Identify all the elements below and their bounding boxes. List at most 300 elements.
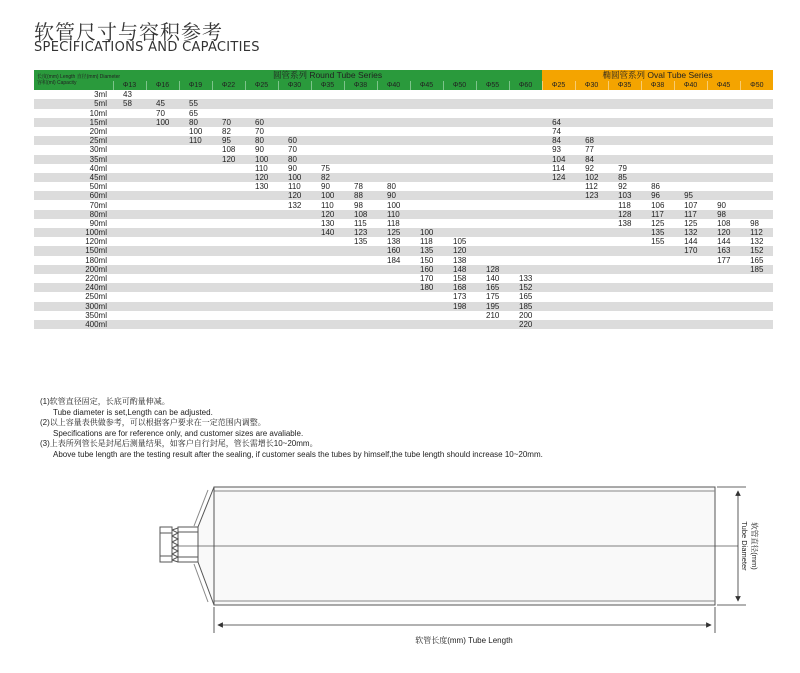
round-length-cell [179,302,212,311]
round-length-cell [377,145,410,154]
round-length-cell [311,155,344,164]
oval-length-cell: 84 [542,136,575,145]
round-length-cell [212,173,245,182]
round-length-cell [509,118,542,127]
capacity-cell: 50ml [89,182,107,192]
tube-diameter-label-en: Tube Diameter [740,521,749,571]
round-length-cell [311,246,344,255]
oval-length-cell: 98 [750,218,759,228]
round-length-cell: 150 [420,255,434,265]
capacity-cell: 15ml [34,118,113,127]
round-length-cell [476,237,509,246]
round-length-cell: 100 [387,200,401,210]
table-row [34,237,773,246]
round-length-cell: 120 [212,155,245,164]
oval-length-cell: 152 [740,246,773,255]
round-length-cell [311,90,344,99]
round-length-cell [113,145,146,154]
oval-length-cell [641,246,674,255]
oval-length-cell: 85 [608,173,641,182]
oval-length-cell [674,320,707,329]
oval-length-cell [542,109,575,118]
round-length-cell: 148 [443,265,476,274]
round-length-cell [113,246,146,255]
oval-length-cell [740,118,773,127]
round-length-cell [344,265,377,274]
round-length-cell [146,274,179,283]
round-length-cell [245,200,278,209]
oval-length-cell: 106 [651,200,665,210]
round-length-cell [245,109,278,118]
round-length-cell [509,90,542,99]
capacity-cell: 400ml [34,320,113,329]
round-length-cell [311,274,344,283]
round-length-cell [146,219,179,228]
round-length-cell [278,320,311,329]
round-length-cell: 82 [311,173,344,182]
oval-length-cell [707,292,740,301]
oval-length-cell: 92 [618,182,627,192]
round-length-cell [113,237,146,246]
round-length-cell: 128 [476,265,509,274]
round-length-cell [344,246,377,255]
oval-length-cell [608,109,641,118]
round-length-cell [245,302,278,311]
oval-length-cell [575,283,608,292]
tube-diameter-label-zh: 软管直径(mm) [750,522,759,570]
round-length-cell: 110 [288,182,301,192]
round-length-cell [344,311,377,320]
round-length-cell [311,99,344,108]
round-length-cell: 88 [344,191,377,200]
round-length-cell: 120 [311,210,344,219]
oval-length-cell [542,274,575,283]
round-length-cell [278,237,311,246]
round-length-cell [410,191,443,200]
round-length-cell: 158 [453,274,467,284]
oval-length-cell [674,292,707,301]
round-length-cell [344,302,377,311]
oval-length-cell [740,191,773,200]
round-length-cell [212,210,245,219]
round-length-cell [344,136,377,145]
table-row [34,219,773,228]
round-length-cell [443,210,476,219]
oval-length-cell [608,136,641,145]
round-length-cell [443,164,476,173]
round-length-cell: 200 [519,310,533,320]
oval-length-cell [641,320,674,329]
round-length-cell [212,99,245,108]
oval-length-cell [641,256,674,265]
oval-length-cell [575,256,608,265]
round-length-cell [146,265,179,274]
round-length-cell [311,118,344,127]
oval-length-cell [608,311,641,320]
oval-length-cell [707,182,740,191]
oval-length-cell: 170 [674,246,707,255]
round-length-cell: 80 [179,118,212,127]
round-length-cell [212,109,245,118]
oval-length-cell [575,265,608,274]
round-length-cell [113,274,146,283]
round-length-cell [212,182,245,191]
oval-length-cell [641,302,674,311]
round-length-cell [278,109,311,118]
oval-length-cell [641,283,674,292]
oval-length-cell [641,127,674,136]
capacity-cell: 60ml [34,191,113,200]
oval-length-cell [674,109,707,118]
round-length-cell [509,173,542,182]
round-length-cell [245,256,278,265]
length-dimension [214,607,715,633]
table-row [34,99,773,108]
round-length-cell [179,274,212,283]
round-length-cell [212,292,245,301]
oval-length-cell [707,145,740,154]
oval-diameter-header: Φ50 [740,81,773,90]
round-length-cell [476,145,509,154]
round-length-cell [410,292,443,301]
round-length-cell [179,320,212,329]
oval-length-cell [707,283,740,292]
oval-length-cell [542,182,575,191]
oval-length-cell [674,256,707,265]
round-length-cell [179,191,212,200]
oval-length-cell: 114 [552,163,565,173]
round-length-cell: 98 [354,200,363,210]
round-length-cell: 100 [189,127,203,137]
round-length-cell [146,173,179,182]
round-diameter-header: Φ60 [509,81,542,90]
round-length-cell [476,210,509,219]
round-length-cell [410,320,443,329]
oval-length-cell [575,274,608,283]
oval-length-cell [542,228,575,237]
round-length-cell: 100 [311,191,344,200]
round-length-cell [311,127,344,136]
oval-length-cell: 144 [684,237,698,247]
round-length-cell [509,127,542,136]
round-length-cell [212,164,245,173]
round-length-cell: 138 [453,255,467,265]
round-length-cell [443,311,476,320]
table-row [34,127,773,136]
round-length-cell [311,283,344,292]
oval-diameter-header: Φ25 [542,81,575,90]
round-length-cell [245,265,278,274]
round-length-cell [278,311,311,320]
round-length-cell: 198 [443,302,476,311]
round-length-cell: 110 [255,163,268,173]
round-length-cell: 118 [420,237,433,247]
round-length-cell: 95 [212,136,245,145]
oval-length-cell [674,90,707,99]
round-length-cell [410,127,443,136]
round-length-cell [245,274,278,283]
round-length-cell [443,136,476,145]
oval-length-cell [641,155,674,164]
oval-length-cell [740,274,773,283]
round-length-cell [377,173,410,182]
round-length-cell [212,90,245,99]
round-length-cell [113,292,146,301]
oval-length-cell [707,302,740,311]
round-length-cell [179,246,212,255]
oval-length-cell [707,320,740,329]
round-length-cell: 210 [486,310,500,320]
round-length-cell [146,302,179,311]
round-length-cell [410,118,443,127]
round-length-cell [509,228,542,237]
table-row [34,136,773,145]
oval-length-cell [575,228,608,237]
round-length-cell: 55 [179,99,212,108]
notes [40,397,543,461]
oval-length-cell [674,155,707,164]
oval-length-cell [542,320,575,329]
round-length-cell [113,283,146,292]
oval-length-cell: 74 [552,127,561,137]
capacity-cell: 3ml [94,90,107,100]
capacity-cell: 35ml [34,155,113,164]
round-length-cell [509,191,542,200]
round-length-cell [179,219,212,228]
oval-length-cell: 93 [552,145,561,155]
round-length-cell [509,182,542,191]
round-length-cell: 70 [288,145,297,155]
round-length-cell [509,155,542,164]
table-row [34,155,773,164]
round-length-cell [509,219,542,228]
oval-length-cell [740,90,773,99]
round-length-cell: 118 [387,218,400,228]
round-length-cell [476,109,509,118]
round-length-cell: 160 [377,246,410,255]
oval-length-cell [542,283,575,292]
round-length-cell [509,200,542,209]
oval-length-cell: 108 [717,218,731,228]
round-length-cell [245,237,278,246]
round-length-cell: 132 [288,200,302,210]
capacity-cell: 25ml [34,136,113,145]
round-length-cell [179,237,212,246]
round-length-cell [443,320,476,329]
oval-length-cell [575,311,608,320]
table-row [34,274,773,283]
table-row [34,145,773,154]
round-length-cell [113,302,146,311]
oval-length-cell [608,265,641,274]
page-title: 软管尺寸与容积参考 [34,20,223,44]
round-length-cell: 135 [354,237,368,247]
round-length-cell: 220 [509,320,542,329]
round-length-cell [476,99,509,108]
round-length-cell [245,246,278,255]
oval-length-cell [707,118,740,127]
oval-length-cell: 112 [740,228,773,237]
round-length-cell [179,283,212,292]
round-length-cell [212,302,245,311]
oval-length-cell [542,219,575,228]
round-length-cell [410,109,443,118]
round-length-cell [476,256,509,265]
oval-length-cell [740,145,773,154]
round-length-cell [377,292,410,301]
round-length-cell [410,164,443,173]
round-length-cell [377,136,410,145]
table-row [34,210,773,219]
round-length-cell [476,118,509,127]
round-length-cell: 135 [410,246,443,255]
round-length-cell [443,90,476,99]
round-length-cell: 123 [344,228,377,237]
oval-length-cell: 124 [542,173,575,182]
note-3-zh: (3)上表所列管长是封尾后测量结果，如客户自行封尾，管长需增长10~20mm。 [40,439,318,449]
round-length-cell [509,136,542,145]
round-length-cell [311,265,344,274]
oval-length-cell [608,283,641,292]
oval-length-cell [575,200,608,209]
round-length-cell [113,219,146,228]
oval-length-cell [608,256,641,265]
round-length-cell [443,109,476,118]
oval-length-cell: 128 [608,210,641,219]
capacity-cell: 350ml [85,310,107,320]
round-length-cell [278,256,311,265]
round-length-cell [311,136,344,145]
round-length-cell: 108 [222,145,236,155]
oval-length-cell [608,302,641,311]
oval-length-cell: 117 [641,210,674,219]
round-length-cell: 100 [146,118,179,127]
round-length-cell: 60 [245,118,278,127]
round-length-cell: 140 [311,228,344,237]
round-length-cell [410,311,443,320]
round-length-cell [377,311,410,320]
round-length-cell [377,155,410,164]
round-length-cell [212,320,245,329]
table-row [34,311,773,320]
round-length-cell: 60 [278,136,311,145]
round-length-cell: 160 [410,265,443,274]
capacity-cell: 40ml [89,163,107,173]
oval-length-cell [575,210,608,219]
round-length-cell [146,210,179,219]
capacity-cell: 200ml [34,265,113,274]
round-length-cell [179,173,212,182]
round-length-cell [344,274,377,283]
round-length-cell [443,173,476,182]
round-length-cell [509,256,542,265]
table-row [34,246,773,255]
oval-series-header: 椭圆管系列 Oval Tube Series [542,70,773,81]
round-length-cell [212,311,245,320]
oval-length-cell: 95 [674,191,707,200]
corner-length-label: 长度(mm) Length [37,74,76,81]
oval-length-cell: 86 [651,182,660,192]
corner-diameter-label: 直径(mm) Diameter [76,74,121,81]
capacity-cell: 180ml [85,255,107,265]
round-length-cell [278,274,311,283]
capacity-cell: 80ml [34,210,113,219]
round-length-cell [344,164,377,173]
oval-length-cell: 120 [707,228,740,237]
round-length-cell [344,109,377,118]
round-length-cell [179,145,212,154]
round-length-cell [113,210,146,219]
round-length-cell [410,99,443,108]
round-length-cell [245,210,278,219]
round-length-cell: 82 [222,127,231,137]
specifications-table [34,70,773,329]
diameter-header-row [34,81,773,90]
round-length-cell [344,90,377,99]
oval-length-cell [542,237,575,246]
oval-length-cell: 125 [684,218,698,228]
oval-diameter-header: Φ40 [674,81,707,90]
round-length-cell [410,302,443,311]
round-length-cell [146,155,179,164]
capacity-cell: 150ml [34,246,113,255]
oval-length-cell: 135 [641,228,674,237]
round-length-cell [113,265,146,274]
round-length-cell [311,302,344,311]
oval-length-cell [674,283,707,292]
oval-length-cell [542,90,575,99]
round-length-cell [113,173,146,182]
round-diameter-header: Φ50 [443,81,476,90]
round-length-cell [443,118,476,127]
round-length-cell [311,109,344,118]
oval-length-cell: 84 [575,155,608,164]
oval-diameter-header: Φ45 [707,81,740,90]
oval-length-cell: 103 [608,191,641,200]
capacity-cell: 100ml [34,228,113,237]
round-length-cell [146,292,179,301]
round-length-cell [278,127,311,136]
oval-length-cell [575,99,608,108]
round-length-cell [278,283,311,292]
oval-length-cell [575,292,608,301]
round-diameter-header: Φ25 [245,81,278,90]
oval-length-cell [608,99,641,108]
oval-length-cell [674,164,707,173]
round-length-cell [377,320,410,329]
round-length-cell [443,191,476,200]
oval-length-cell [542,210,575,219]
oval-length-cell [674,127,707,136]
oval-length-cell [608,145,641,154]
oval-length-cell: 118 [618,200,631,210]
round-length-cell [245,219,278,228]
oval-length-cell: 96 [641,191,674,200]
round-length-cell [245,311,278,320]
round-length-cell [113,200,146,209]
table-row [34,228,773,237]
oval-length-cell [707,311,740,320]
round-length-cell: 80 [278,155,311,164]
note-3-en: Above tube length are the testing result after the sealing, if customer seals the tubes by himself,the tube length should increase 10~20mm. [53,449,543,459]
capacity-cell: 240ml [34,283,113,292]
round-length-cell [245,292,278,301]
round-length-cell [377,302,410,311]
table-row [34,90,773,99]
oval-length-cell [740,311,773,320]
oval-length-cell [740,283,773,292]
note-2-zh: (2)以上容量表供做参考，可以根据客户要求在一定范围内调整。 [40,418,266,428]
